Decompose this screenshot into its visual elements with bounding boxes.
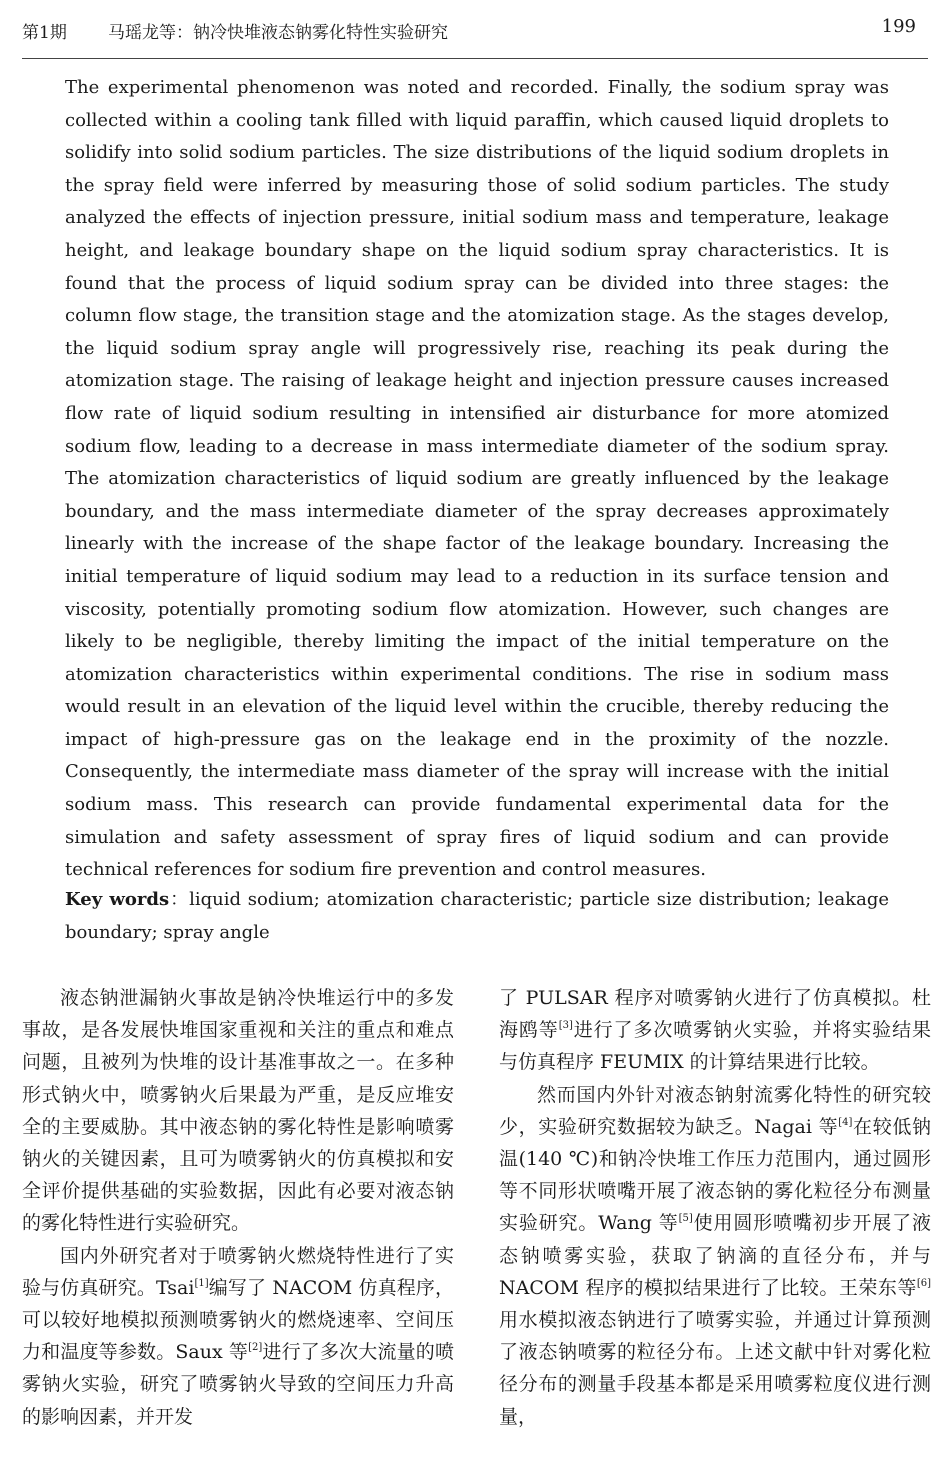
- paragraph: [499, 982, 931, 1079]
- citation-ref[interactable]: [1]: [194, 1277, 209, 1289]
- citation-ref[interactable]: [6]: [916, 1277, 931, 1289]
- issue-label: 第1期: [22, 23, 67, 43]
- header-rule: [22, 58, 928, 59]
- keywords-text: liquid sodium; atomization characteristic; particle size distribution; leakage boundary; spray angle: [65, 889, 889, 943]
- paragraph: [499, 1079, 931, 1433]
- text-run: 使用圆形喷嘴初步开展了液态钠喷雾实验，获取了钠滴的直径分布，并与 NACOM 程序的模拟结果进行了比较。王荣东等: [499, 1212, 931, 1299]
- keywords-label: Key words: [65, 889, 170, 910]
- abstract-text: The experimental phenomenon was noted and recorded. Finally, the sodium spray was collected within a cooling tank filled with liquid paraffin, which caused liquid droplets to solidify into solid sodium particles. The size distributions of the liquid sodium droplets in the spray field were inferred by measuring those of solid sodium particles. The study analyzed the effects of injection pressure, initial sodium mass and temperature, leakage height, and leakage boundary shape on the liquid sodium spray characteristics. It is found that the process of liquid sodium spray can be divided into three stages: the column flow stage, the transition stage and the atomization stage. As the stages develop, the liquid sodium spray angle will progressively rise, reaching its peak during the atomization stage. The raising of leakage height and injection pressure causes increased flow rate of liquid sodium resulting in intensified air disturbance for more atomized sodium flow, leading to a decrease in mass intermediate diameter of the sodium spray. The atomization characteristics of liquid sodium are greatly influenced by the leakage boundary, and the mass intermediate diameter of the spray decreases approximately linearly with the increase of the shape factor of the leakage boundary. Increasing the initial temperature of liquid sodium may lead to a reduction in its surface tension and viscosity, potentially promoting sodium flow atomization. However, such changes are likely to be negligible, thereby limiting the impact of the initial temperature on the atomization characteristics within experimental conditions. The rise in sodium mass would result in an elevation of the liquid level within the crucible, thereby reducing the impact of high-pressure gas on the leakage end in the proximity of the nozzle. Consequently, the intermediate mass diameter of the spray will increase with the initial sodium mass. This research can provide fundamental experimental data for the simulation and safety assessment of spray fires of liquid sodium and can provide technical references for sodium fire prevention and control measures.: [65, 77, 889, 881]
- keywords-separator: ：: [169, 889, 190, 910]
- text-run: 了 PULSAR 程序对喷雾钠火进行了仿真模拟。杜海鸥等: [499, 987, 931, 1042]
- text-run: 编写了 NACOM 仿真程序，可以较好地模拟预测喷雾钠火的燃烧速率、空间压力和温度等参数。Saux 等: [22, 1276, 455, 1364]
- citation-ref[interactable]: [2]: [248, 1342, 263, 1354]
- citation-ref[interactable]: [4]: [838, 1116, 853, 1128]
- text-run: 在较低钠温(140 ℃)和钠冷快堆工作压力范围内，通过圆形等不同形状喷嘴开展了液态钠的雾化粒径分布测量实验研究。Wang 等: [499, 1115, 931, 1235]
- keywords: [65, 884, 889, 949]
- running-header: [22, 14, 928, 44]
- text-run: 国内外研究者对于喷雾钠火燃烧特性进行了实验与仿真研究。Tsai: [22, 1244, 454, 1299]
- running-title: 马瑶龙等：钠冷快堆液态钠雾化特性实验研究: [108, 23, 448, 43]
- body-left-column: [22, 982, 454, 1433]
- citation-ref[interactable]: [5]: [678, 1213, 693, 1225]
- page-number: 199: [881, 16, 916, 37]
- text-run: 进行了多次大流量的喷雾钠火实验，研究了喷雾钠火导致的空间压力升高的影响因素，并开发: [22, 1341, 454, 1428]
- text-run: 进行了多次喷雾钠火实验，并将实验结果与仿真程序 FEUMIX 的计算结果进行比较。: [499, 1019, 931, 1074]
- text-run: 用水模拟液态钠进行了喷雾实验，并通过计算预测了液态钠喷雾的粒径分布。上述文献中针对雾化粒径分布的测量手段基本都是采用喷雾粒度仪进行测量，: [499, 1309, 931, 1428]
- body-right-column: [499, 982, 931, 1433]
- citation-ref[interactable]: [3]: [558, 1020, 573, 1032]
- paragraph: 液态钠泄漏钠火事故是钠冷快堆运行中的多发事故，是各发展快堆国家重视和关注的重点和难点问题，且被列为快堆的设计基准事故之一。在多种形式钠火中，喷雾钠火后果最为严重，是反应堆安全的主要威胁。其中液态钠的雾化特性是影响喷雾钠火的关键因素，且可为喷雾钠火的仿真模拟和安全评价提供基础的实验数据，因此有必要对液态钠的雾化特性进行实验研究。: [22, 987, 454, 1235]
- text-run: 然而国内外针对液态钠射流雾化特性的研究较少，实验研究数据较为缺乏。Nagai 等: [499, 1083, 931, 1138]
- paragraph: [22, 1240, 454, 1433]
